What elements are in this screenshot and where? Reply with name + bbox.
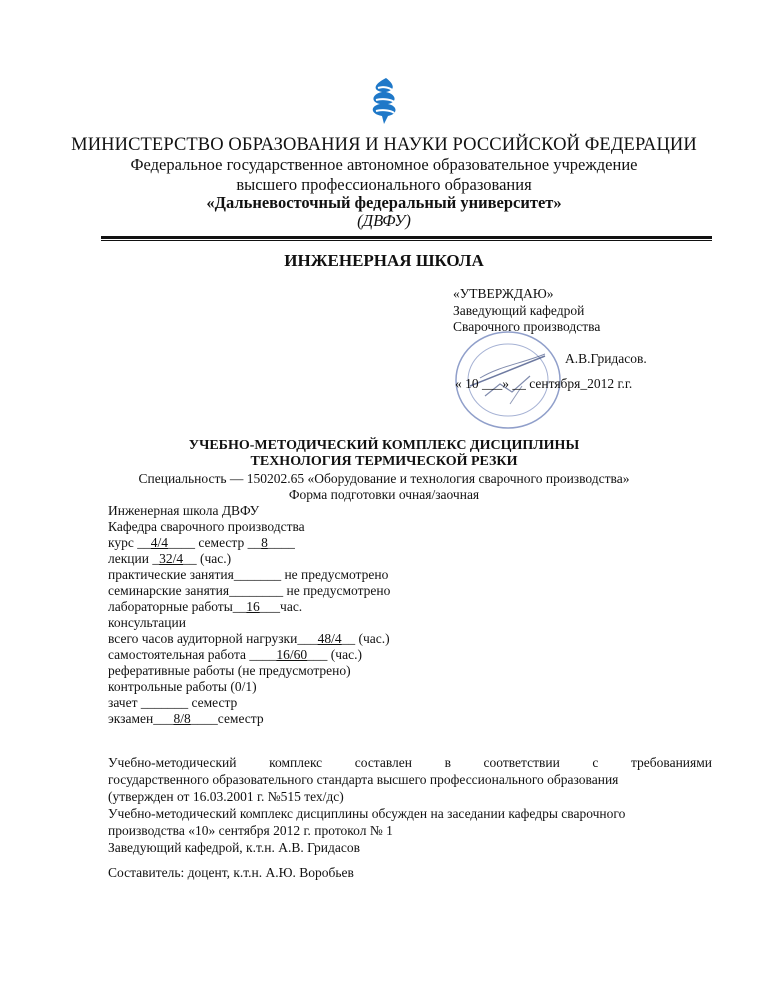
info-exam: экзамен___8/8____семестр bbox=[108, 711, 264, 726]
discipline-title: ТЕХНОЛОГИЯ ТЕРМИЧЕСКОЙ РЕЗКИ bbox=[250, 454, 518, 469]
study-form: Форма подготовки очная/заочная bbox=[288, 487, 480, 502]
semester-value: 8 bbox=[261, 535, 268, 550]
footer-p1-line3: (утвержден от 16.03.2001 г. №515 тех/дс) bbox=[108, 789, 344, 804]
header-divider-thick bbox=[101, 236, 712, 239]
education-level: высшего профессионального образования bbox=[236, 175, 532, 194]
info-control: контрольные работы (0/1) bbox=[108, 679, 257, 694]
lab-unit: час. bbox=[280, 599, 303, 614]
exam-unit: семестр bbox=[217, 711, 264, 726]
course-label: курс bbox=[108, 535, 134, 550]
lectures-value: 32/4 bbox=[159, 551, 184, 566]
exam-label: экзамен bbox=[108, 711, 154, 726]
self-value: 16/60 bbox=[276, 647, 308, 662]
lectures-unit: (час.) bbox=[199, 551, 232, 566]
footer-p1-line2: государственного образовательного стандарта высшего профессионального образования bbox=[108, 772, 619, 787]
info-course-semester: курс __4/4____ семестр __8____ bbox=[108, 535, 295, 550]
info-seminar: семинарские занятия________ не предусмотрено bbox=[108, 583, 391, 598]
info-department: Кафедра сварочного производства bbox=[108, 519, 305, 534]
total-label: всего часов аудиторной нагрузки bbox=[108, 631, 298, 646]
specialty-line: Специальность — 150202.65 «Оборудование и технология сварочного производства» bbox=[138, 471, 630, 486]
ministry-title: МИНИСТЕРСТВО ОБРАЗОВАНИЯ И НАУКИ РОССИЙСКОЙ ФЕДЕРАЦИИ bbox=[71, 135, 697, 155]
self-unit: (час.) bbox=[330, 647, 362, 662]
approval-position: Заведующий кафедрой bbox=[453, 303, 585, 318]
info-practice: практические занятия_______ не предусмотрено bbox=[108, 567, 389, 582]
footer-p2-line2: производства «10» сентября 2012 г. протокол № 1 bbox=[108, 823, 393, 838]
university-logo bbox=[364, 76, 404, 126]
total-value: 48/4 bbox=[317, 631, 342, 646]
approval-date: « 10 ___» __ сентября_2012 г.г. bbox=[455, 376, 633, 391]
lab-label: лабораторные работы bbox=[108, 599, 233, 614]
university-abbr: (ДВФУ) bbox=[357, 211, 411, 230]
info-self: самостоятельная работа ____16/60___ (час.) bbox=[108, 647, 362, 662]
info-total: всего часов аудиторной нагрузки___48/4__ (час.) bbox=[108, 631, 390, 646]
semester-label: семестр bbox=[198, 535, 245, 550]
info-lectures: лекции _32/4__ (час.) bbox=[108, 551, 232, 566]
lab-value: 16 bbox=[246, 599, 260, 614]
document-title: УЧЕБНО-МЕТОДИЧЕСКИЙ КОМПЛЕКС ДИСЦИПЛИНЫ bbox=[188, 438, 580, 453]
self-label: самостоятельная работа bbox=[108, 647, 247, 662]
footer-head-of-dept: Заведующий кафедрой, к.т.н. А.В. Гридасов bbox=[108, 840, 360, 855]
approval-department: Сварочного производства bbox=[453, 319, 601, 334]
total-unit: (час.) bbox=[358, 631, 390, 646]
info-credit: зачет _______ семестр bbox=[108, 695, 238, 710]
footer-p2-line1: Учебно-методический комплекс дисциплины обсужден на заседании кафедры сварочного bbox=[108, 806, 626, 821]
institution-type: Федеральное государственное автономное образовательное учреждение bbox=[130, 155, 638, 174]
info-lab: лабораторные работы__16___час. bbox=[108, 599, 303, 614]
course-value: 4/4 bbox=[150, 535, 169, 550]
header-divider-thin bbox=[101, 240, 712, 241]
info-consult: консультации bbox=[108, 615, 186, 630]
approval-signatory: А.В.Гридасов. bbox=[565, 351, 647, 366]
info-school: Инженерная школа ДВФУ bbox=[108, 503, 260, 518]
footer-p1-line1: Учебно-методический комплекс составлен в соответствии с требованиями bbox=[108, 755, 712, 770]
university-name: «Дальневосточный федеральный университет» bbox=[206, 193, 562, 212]
info-essays: реферативные работы (не предусмотрено) bbox=[108, 663, 351, 678]
lectures-label: лекции bbox=[108, 551, 149, 566]
footer-author: Составитель: доцент, к.т.н. А.Ю. Воробьев bbox=[108, 865, 354, 880]
approval-heading: «УТВЕРЖДАЮ» bbox=[453, 286, 554, 301]
school-name: ИНЖЕНЕРНАЯ ШКОЛА bbox=[284, 251, 484, 270]
exam-value: 8/8 bbox=[173, 711, 191, 726]
